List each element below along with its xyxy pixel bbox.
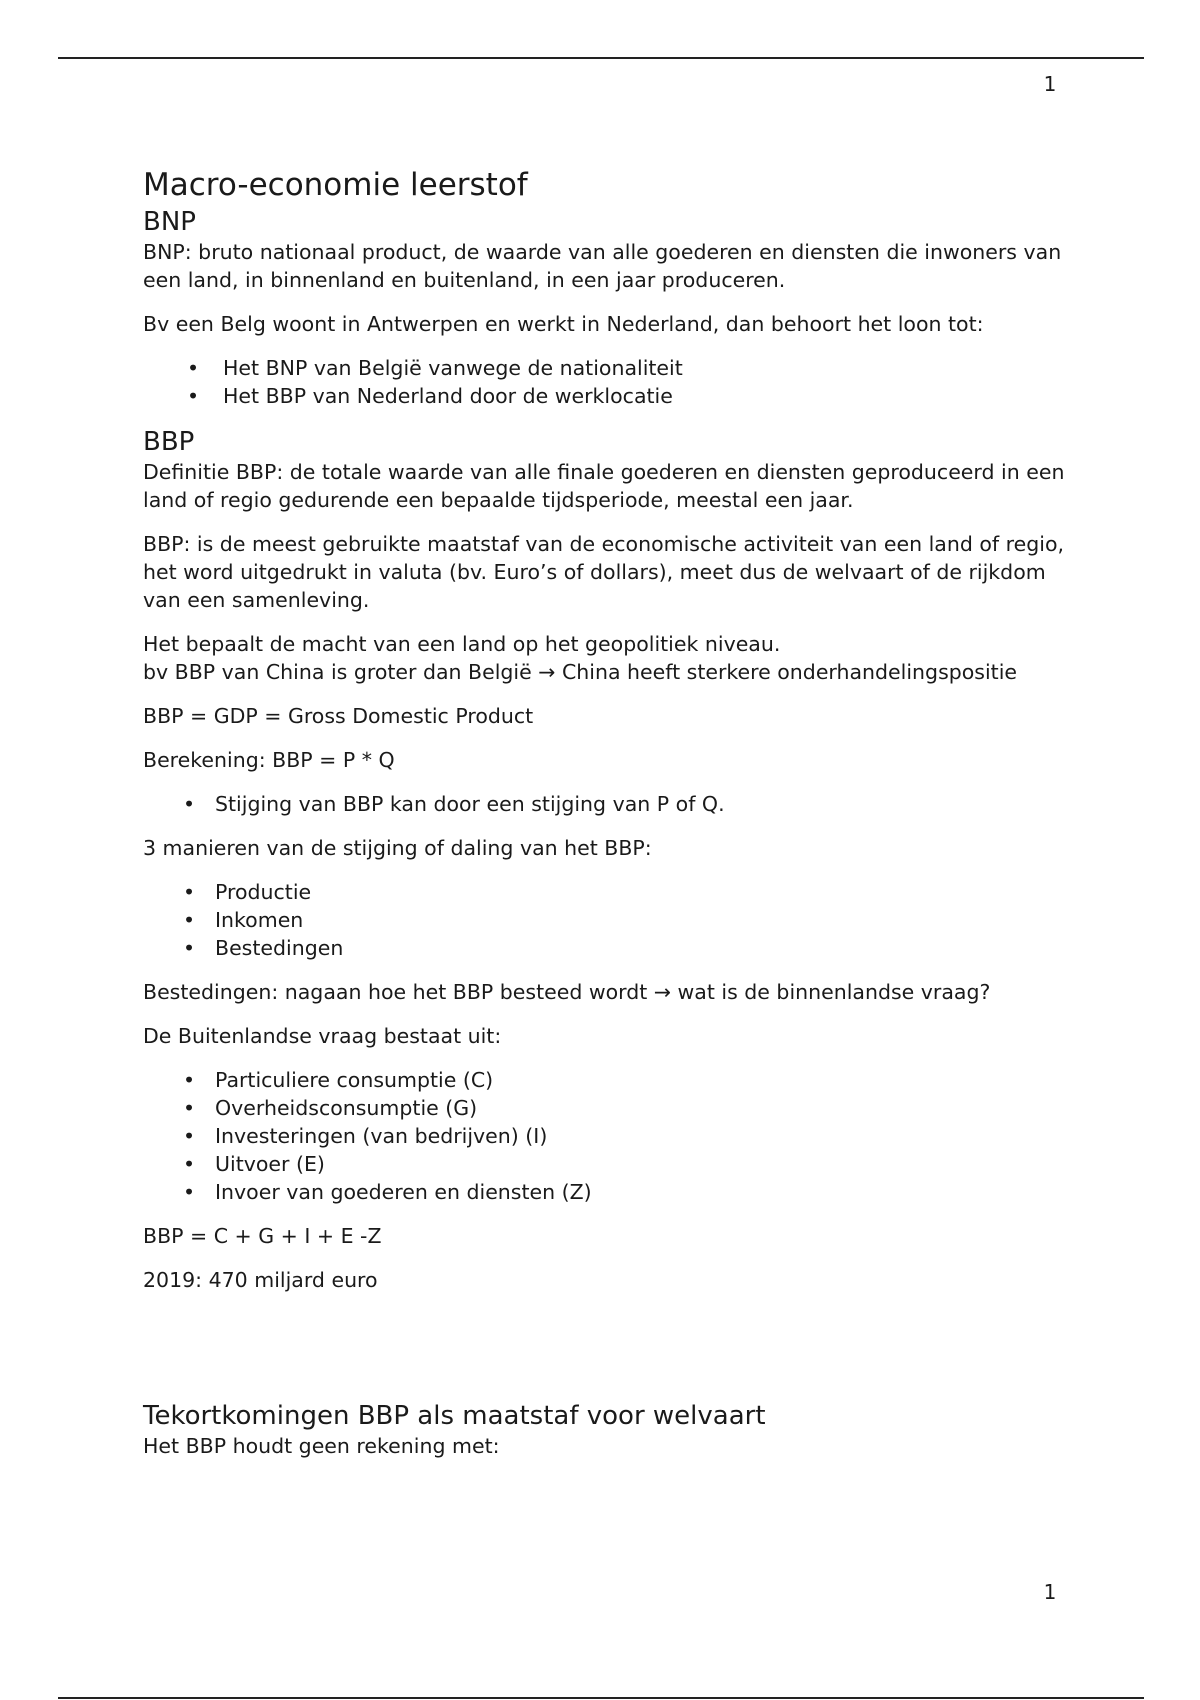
bbp-calculation: Berekening: BBP = P * Q bbox=[143, 748, 395, 772]
bbp-value-2019: 2019: 470 miljard euro bbox=[143, 1268, 378, 1292]
bnp-bullet-list bbox=[143, 354, 1083, 410]
heading-shortcomings: Tekortkomingen BBP als maatstaf voor welvaart bbox=[143, 1401, 766, 1431]
list-item: • Stijging van BBP kan door een stijging van P of Q. bbox=[143, 790, 1083, 818]
bbp-demand-intro: De Buitenlandse vraag bestaat uit: bbox=[143, 1024, 502, 1048]
spacer bbox=[143, 1310, 1083, 1400]
bottom-rule bbox=[58, 1697, 1144, 1699]
heading-bnp: BNP bbox=[143, 207, 196, 237]
page-number-bottom: 1 bbox=[1043, 1580, 1057, 1604]
page-number-top: 1 bbox=[1043, 72, 1057, 96]
bbp-demand-list bbox=[143, 1066, 1083, 1206]
list-item: • Invoer van goederen en diensten (Z) bbox=[143, 1178, 1083, 1206]
list-item: • Het BNP van België vanwege de nationaliteit bbox=[143, 354, 1083, 382]
list-item: • Investeringen (van bedrijven) (I) bbox=[143, 1122, 1083, 1150]
bbp-calc-list bbox=[143, 790, 1083, 818]
list-item: • Overheidsconsumptie (G) bbox=[143, 1094, 1083, 1122]
bbp-ways-intro: 3 manieren van de stijging of daling van het BBP: bbox=[143, 836, 652, 860]
bbp-power-line2: bv BBP van China is groter dan België → China heeft sterkere onderhandelingspositie bbox=[143, 660, 1018, 684]
list-item: • Bestedingen bbox=[143, 934, 1083, 962]
list-item: • Inkomen bbox=[143, 906, 1083, 934]
bbp-formula: BBP = C + G + I + E -Z bbox=[143, 1224, 382, 1248]
list-item: • Productie bbox=[143, 878, 1083, 906]
bnp-example: Bv een Belg woont in Antwerpen en werkt in Nederland, dan behoort het loon tot: bbox=[143, 312, 984, 336]
bbp-gdp: BBP = GDP = Gross Domestic Product bbox=[143, 704, 534, 728]
bnp-definition: BNP: bruto nationaal product, de waarde van alle goederen en diensten die inwoners van een land, in binnenland en buitenland, in een jaar produceren. bbox=[143, 240, 1062, 292]
bbp-spending: Bestedingen: nagaan hoe het BBP besteed wordt → wat is de binnenlandse vraag? bbox=[143, 980, 991, 1004]
document-title: Macro-economie leerstof bbox=[143, 167, 528, 203]
bbp-measure: BBP: is de meest gebruikte maatstaf van de economische activiteit van een land of regio, het word uitgedrukt in valuta (bv. Euro’s of dollars), meet dus de welvaart of de rijkdom van een samenleving. bbox=[143, 532, 1064, 612]
list-item: • Particuliere consumptie (C) bbox=[143, 1066, 1083, 1094]
bbp-power-line1: Het bepaalt de macht van een land op het geopolitiek niveau. bbox=[143, 632, 781, 656]
bbp-definition: Definitie BBP: de totale waarde van alle finale goederen en diensten geproduceerd in een land of regio gedurende een bepaalde tijdsperiode, meestal een jaar. bbox=[143, 460, 1065, 512]
top-rule bbox=[58, 57, 1144, 59]
document-body bbox=[143, 164, 1083, 1460]
bbp-ways-list bbox=[143, 878, 1083, 962]
list-item: • Het BBP van Nederland door de werklocatie bbox=[143, 382, 1083, 410]
shortcomings-intro: Het BBP houdt geen rekening met: bbox=[143, 1434, 500, 1458]
list-item: • Uitvoer (E) bbox=[143, 1150, 1083, 1178]
heading-bbp: BBP bbox=[143, 427, 195, 457]
